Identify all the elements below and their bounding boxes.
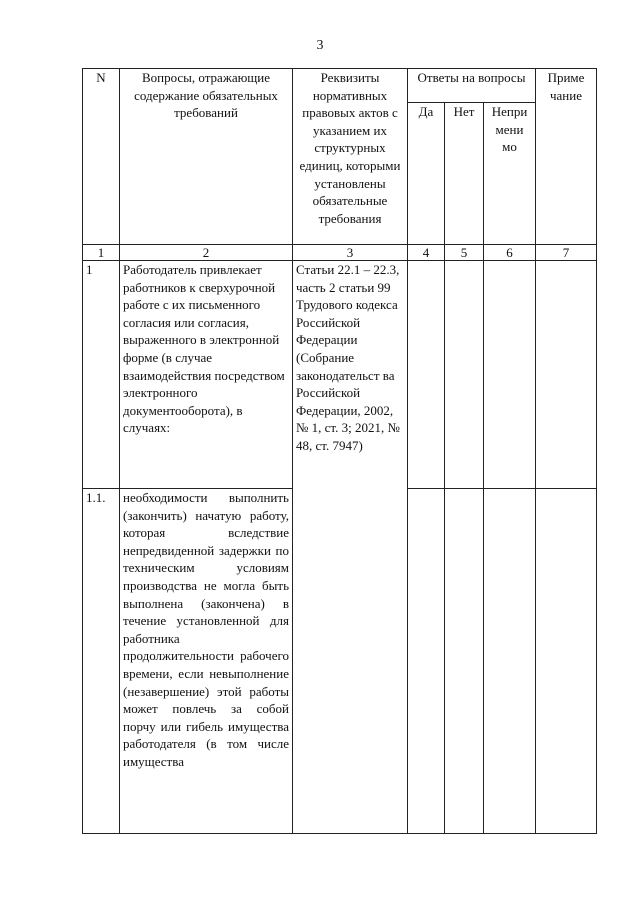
header-n: N — [83, 69, 120, 245]
column-number: 5 — [445, 245, 484, 261]
answer-not-applicable-cell[interactable] — [484, 489, 536, 834]
row-question: необходимости выполнить (закончить) начатую работу, которая вследствие непредвиденной задержки по техническим условиям производства не могла быть выполнена (закончена) в течение установленной для работника продолжительности рабочего времени, если невыполнение (незавершение) этой работы может повлечь за собой порчу или гибель имущества работодателя (в том числе имущества — [120, 489, 293, 834]
note-cell[interactable] — [536, 489, 597, 834]
column-number-row — [83, 245, 597, 261]
header-note: Приме чание — [536, 69, 597, 245]
header-answers: Ответы на вопросы — [408, 69, 536, 103]
table-row — [83, 261, 597, 489]
answer-yes-cell[interactable] — [408, 489, 445, 834]
header-row — [83, 69, 597, 103]
row-requisites: Статьи 22.1 – 22.3, часть 2 статьи 99 Трудового кодекса Российской Федерации (Собрание законодательст ва Российской Федерации, 2002, № 1, ст. 3; 2021, № 48, ст. 7947) — [293, 261, 408, 834]
page-number: 3 — [316, 38, 324, 53]
answer-yes-cell[interactable] — [408, 261, 445, 489]
answer-no-cell[interactable] — [445, 489, 484, 834]
header-yes: Да — [408, 103, 445, 245]
answer-not-applicable-cell[interactable] — [484, 261, 536, 489]
answer-no-cell[interactable] — [445, 261, 484, 489]
column-number: 6 — [484, 245, 536, 261]
header-not-applicable: Непри мени мо — [484, 103, 536, 245]
header-requisites: Реквизиты нормативных правовых актов с указанием их структурных единиц, которыми установлены обязательные требования — [293, 69, 408, 245]
row-number: 1 — [83, 261, 120, 489]
column-number: 7 — [536, 245, 597, 261]
column-number: 1 — [83, 245, 120, 261]
column-number: 4 — [408, 245, 445, 261]
row-question: Работодатель привлекает работников к сверхурочной работе с их письменного согласия или согласия, выраженного в электронной форме (в случае взаимодействия посредством электронного документооборота), в случаях: — [120, 261, 293, 489]
checklist-table — [82, 68, 597, 834]
header-questions: Вопросы, отражающие содержание обязательных требований — [120, 69, 293, 245]
row-number: 1.1. — [83, 489, 120, 834]
column-number: 2 — [120, 245, 293, 261]
header-no: Нет — [445, 103, 484, 245]
column-number: 3 — [293, 245, 408, 261]
note-cell[interactable] — [536, 261, 597, 489]
